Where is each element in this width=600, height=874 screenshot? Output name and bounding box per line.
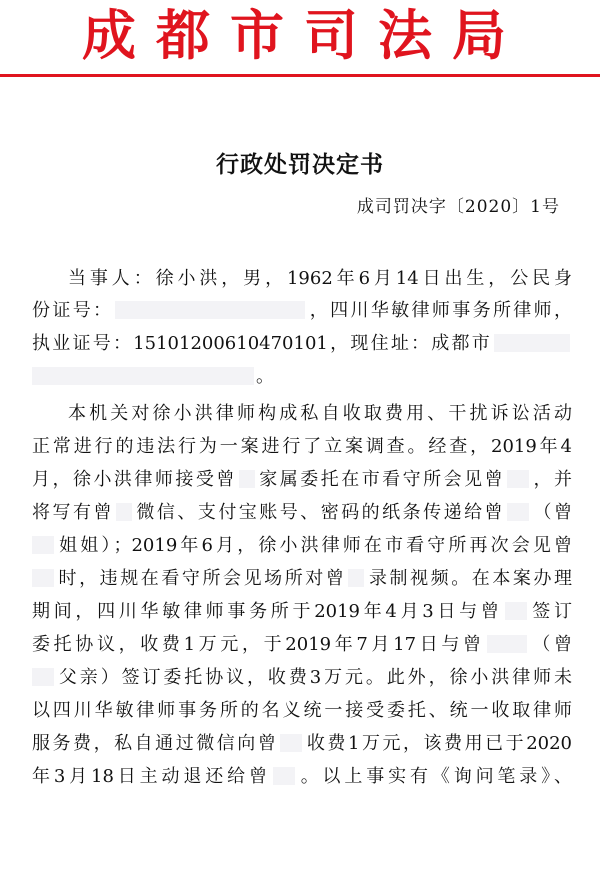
text-line: 正常进行的违法行为一案进行了立案调查。经查，2019年4 xyxy=(32,436,572,457)
text-line: 父亲）签订委托协议，收费3万元。此外，徐小洪律师未 xyxy=(32,665,572,691)
text-line: 时，违规在看守所会见场所对曾 录制视频。在本案办理 xyxy=(32,566,572,592)
issuing-authority-title: 成都市司法局 xyxy=(82,4,526,67)
redaction-box xyxy=(239,470,255,488)
redaction-box xyxy=(32,536,54,554)
text-line: 执业证号：15101200610470101，现住址：成都市 xyxy=(32,331,572,357)
redaction-box xyxy=(115,301,305,319)
redaction-box xyxy=(116,503,132,521)
redaction-box xyxy=(32,367,254,385)
text-line: 。 xyxy=(32,364,572,390)
text-line: 期间，四川华敏律师事务所于2019年4月3日与曾 签订 xyxy=(32,601,572,622)
redaction-box xyxy=(32,668,54,686)
document-number: 成司罚决字〔2020〕1号 xyxy=(356,197,560,217)
redaction-box xyxy=(487,635,527,653)
redaction-box xyxy=(348,569,364,587)
text-line: 份证号： ，四川华敏律师事务所律师， xyxy=(32,300,573,321)
document-title: 行政处罚决定书 xyxy=(216,151,384,178)
text-line: 姐姐）；2019年6月，徐小洪律师在市看守所再次会见曾 xyxy=(32,533,572,559)
text-line: 服务费，私自通过微信向曾 收费1万元，该费用已于2020 xyxy=(32,733,573,754)
redaction-box xyxy=(494,334,570,352)
text-line: 月，徐小洪律师接受曾 家属委托在市看守所会见曾 ，并 xyxy=(32,469,573,490)
redaction-box xyxy=(273,767,295,785)
text-line: 以四川华敏律师事务所的名义统一接受委托、统一收取律师 xyxy=(32,700,572,721)
redaction-box xyxy=(32,569,54,587)
text-line: 当事人：徐小洪，男，1962年6月14日出生，公民身 xyxy=(68,268,572,289)
redaction-box xyxy=(507,470,529,488)
text-line: 将写有曾 微信、支付宝账号、密码的纸条传递给曾 （曾 xyxy=(32,502,573,523)
text-line: 委托协议，收费1万元，于2019年7月17日与曾 （曾 xyxy=(32,634,572,655)
text-line: 年3月18日主动退还给曾 。以上事实有《询问笔录》、 xyxy=(32,766,573,787)
header-divider xyxy=(0,74,600,77)
redaction-box xyxy=(280,734,302,752)
redaction-box xyxy=(507,503,529,521)
redaction-box xyxy=(505,602,527,620)
text-line: 本机关对徐小洪律师构成私自收取费用、干扰诉讼活动 xyxy=(68,403,572,424)
